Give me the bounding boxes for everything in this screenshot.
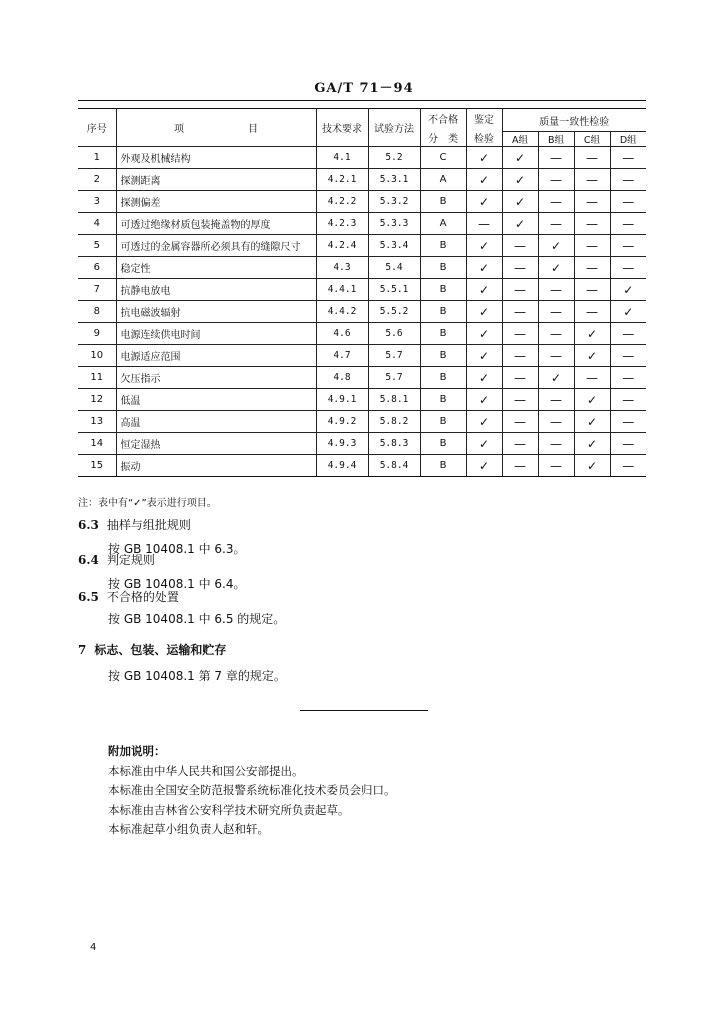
row-tech-req: 4.9.4 (316, 455, 368, 477)
row-ident-mark: ✓ (466, 279, 502, 301)
row-groupC-mark: — (574, 213, 610, 235)
row-ident-mark: ✓ (466, 455, 502, 477)
row-groupB-mark: — (538, 389, 574, 411)
row-ident-mark: — (466, 213, 502, 235)
row-tech-req: 4.2.4 (316, 235, 368, 257)
row-groupA-mark: — (502, 389, 538, 411)
row-ident-mark: ✓ (466, 389, 502, 411)
row-nonconf-class: B (420, 235, 466, 257)
col-ident-header (466, 109, 502, 147)
row-groupB-mark: — (538, 411, 574, 433)
row-seq: 9 (78, 323, 116, 345)
appendix (108, 742, 396, 840)
row-item: 欠压指示 (116, 367, 316, 389)
row-seq: 11 (78, 367, 116, 389)
row-groupA-mark: — (502, 455, 538, 477)
row-ident-mark: ✓ (466, 411, 502, 433)
col-ident-line1: 鉴定 (474, 114, 494, 126)
section-6-4-body: 按 GB 10408.1 中 6.4。 (108, 577, 246, 591)
row-groupD-mark: — (610, 411, 646, 433)
row-nonconf-class: B (420, 257, 466, 279)
row-test-method: 5.3.1 (368, 169, 420, 191)
row-ident-mark: ✓ (466, 169, 502, 191)
col-nonconf-fen: 分 (428, 133, 438, 145)
row-groupB-mark: — (538, 213, 574, 235)
row-groupB-mark: — (538, 345, 574, 367)
row-nonconf-class: B (420, 301, 466, 323)
col-groupB-header: B组 (538, 132, 574, 147)
table-row (78, 235, 646, 257)
row-seq: 13 (78, 411, 116, 433)
row-item: 探测偏差 (116, 191, 316, 213)
row-groupA-mark: — (502, 235, 538, 257)
row-test-method: 5.3.2 (368, 191, 420, 213)
table-row (78, 411, 646, 433)
row-item: 可透过绝缘材质包装掩盖物的厚度 (116, 213, 316, 235)
row-groupA-mark: — (502, 433, 538, 455)
row-nonconf-class: B (420, 367, 466, 389)
col-nonconf-line2 (421, 130, 466, 145)
row-groupC-mark: ✓ (574, 323, 610, 345)
row-ident-mark: ✓ (466, 235, 502, 257)
table-row (78, 301, 646, 323)
row-test-method: 5.7 (368, 345, 420, 367)
row-item: 探测距离 (116, 169, 316, 191)
row-test-method: 5.6 (368, 323, 420, 345)
row-groupD-mark: — (610, 213, 646, 235)
section-6-5-body: 按 GB 10408.1 中 6.5 的规定。 (108, 612, 286, 626)
col-ident-line2: 检验 (474, 133, 494, 145)
section-title: 标志、包装、运输和贮存 (94, 643, 227, 657)
table-row (78, 191, 646, 213)
row-groupB-mark: — (538, 433, 574, 455)
row-test-method: 5.8.1 (368, 389, 420, 411)
row-test-method: 5.7 (368, 367, 420, 389)
row-groupD-mark: — (610, 433, 646, 455)
col-item-header-2: 目 (248, 124, 258, 135)
row-groupC-mark: — (574, 257, 610, 279)
col-groupC-header: C组 (574, 132, 610, 147)
row-nonconf-class: B (420, 191, 466, 213)
row-groupC-mark: ✓ (574, 389, 610, 411)
col-nonconf-lei: 类 (448, 133, 458, 145)
col-nonconf-line1: 不合格 (428, 114, 458, 126)
row-groupD-mark: — (610, 147, 646, 169)
section-6-3-heading (78, 516, 191, 533)
row-groupD-mark: — (610, 323, 646, 345)
row-nonconf-class: B (420, 389, 466, 411)
row-seq: 15 (78, 455, 116, 477)
section-title: 不合格的处置 (106, 590, 179, 604)
row-groupD-mark: — (610, 455, 646, 477)
row-groupD-mark: — (610, 389, 646, 411)
row-groupA-mark: ✓ (502, 191, 538, 213)
table-row (78, 147, 646, 169)
row-groupA-mark: — (502, 367, 538, 389)
row-groupC-mark: ✓ (574, 433, 610, 455)
row-groupD-mark: ✓ (610, 301, 646, 323)
row-tech-req: 4.9.3 (316, 433, 368, 455)
row-ident-mark: ✓ (466, 323, 502, 345)
section-6-4-heading (78, 551, 155, 568)
row-test-method: 5.3.4 (368, 235, 420, 257)
appendix-line: 本标准起草小组负责人赵和轩。 (108, 822, 269, 836)
row-groupC-mark: — (574, 367, 610, 389)
row-nonconf-class: B (420, 455, 466, 477)
row-item: 外观及机械结构 (116, 147, 316, 169)
row-seq: 7 (78, 279, 116, 301)
section-6-3-body: 按 GB 10408.1 中 6.3。 (108, 542, 246, 556)
section-title: 抽样与组批规则 (106, 518, 191, 532)
row-test-method: 5.2 (368, 147, 420, 169)
row-groupC-mark: ✓ (574, 411, 610, 433)
appendix-line: 本标准由吉林省公安科学技术研究所负责起草。 (108, 802, 350, 817)
section-7-body: 按 GB 10408.1 第 7 章的规定。 (108, 669, 286, 683)
table-row (78, 323, 646, 345)
row-nonconf-class: A (420, 213, 466, 235)
row-item: 电源适应范围 (116, 345, 316, 367)
row-item: 稳定性 (116, 257, 316, 279)
col-seq-header: 序号 (78, 109, 116, 147)
row-seq: 6 (78, 257, 116, 279)
col-groupD-header: D组 (610, 132, 646, 147)
row-seq: 3 (78, 191, 116, 213)
row-ident-mark: ✓ (466, 147, 502, 169)
row-item: 低温 (116, 389, 316, 411)
row-tech-req: 4.2.1 (316, 169, 368, 191)
row-test-method: 5.4 (368, 257, 420, 279)
row-test-method: 5.8.3 (368, 433, 420, 455)
row-groupB-mark: ✓ (538, 257, 574, 279)
row-groupB-mark: — (538, 455, 574, 477)
row-nonconf-class: B (420, 279, 466, 301)
row-seq: 1 (78, 147, 116, 169)
row-ident-mark: ✓ (466, 301, 502, 323)
appendix-title: 附加说明： (108, 744, 166, 758)
row-tech-req: 4.9.2 (316, 411, 368, 433)
row-groupC-mark: — (574, 147, 610, 169)
row-nonconf-class: A (420, 169, 466, 191)
row-groupA-mark: ✓ (502, 213, 538, 235)
page-number: 4 (90, 942, 97, 953)
row-groupD-mark: — (610, 191, 646, 213)
row-groupD-mark: — (610, 169, 646, 191)
row-seq: 2 (78, 169, 116, 191)
row-item: 恒定湿热 (116, 433, 316, 455)
end-divider (300, 710, 428, 711)
appendix-line: 本标准由中华人民共和国公安部提出。 (108, 763, 304, 778)
row-tech-req: 4.2.2 (316, 191, 368, 213)
row-test-method: 5.8.4 (368, 455, 420, 477)
row-nonconf-class: B (420, 323, 466, 345)
row-item: 抗电磁波辐射 (116, 301, 316, 323)
row-groupA-mark: — (502, 279, 538, 301)
table-note: 注：表中有“✓”表示进行项目。 (78, 498, 217, 509)
table-row (78, 213, 646, 235)
section-number: 6.5 (78, 590, 99, 604)
row-groupB-mark: — (538, 169, 574, 191)
col-nonconf-header (420, 109, 466, 147)
row-tech-req: 4.9.1 (316, 389, 368, 411)
col-test-header: 试验方法 (368, 109, 420, 147)
row-tech-req: 4.6 (316, 323, 368, 345)
row-groupA-mark: ✓ (502, 147, 538, 169)
section-title: 判定规则 (106, 553, 155, 567)
col-quality-header: 质量一致性检验 (502, 109, 646, 132)
row-ident-mark: ✓ (466, 345, 502, 367)
table-row (78, 169, 646, 191)
inspection-table (78, 108, 646, 477)
row-ident-mark: ✓ (466, 257, 502, 279)
row-item: 电源连续供电时间 (116, 323, 316, 345)
row-ident-mark: ✓ (466, 191, 502, 213)
row-nonconf-class: B (420, 345, 466, 367)
row-groupB-mark: ✓ (538, 235, 574, 257)
section-7-heading (78, 641, 226, 658)
table-row (78, 389, 646, 411)
row-test-method: 5.5.1 (368, 279, 420, 301)
table-row (78, 455, 646, 477)
row-groupB-mark: — (538, 147, 574, 169)
row-nonconf-class: B (420, 411, 466, 433)
row-item: 振动 (116, 455, 316, 477)
row-groupD-mark: — (610, 367, 646, 389)
row-groupB-mark: — (538, 279, 574, 301)
row-item: 抗静电放电 (116, 279, 316, 301)
section-6-5-heading (78, 588, 179, 605)
row-groupC-mark: — (574, 235, 610, 257)
row-seq: 10 (78, 345, 116, 367)
header-divider (78, 100, 646, 101)
table-row (78, 345, 646, 367)
row-groupC-mark: — (574, 191, 610, 213)
row-ident-mark: ✓ (466, 367, 502, 389)
appendix-line: 本标准由全国安全防范报警系统标准化技术委员会归口。 (108, 783, 396, 797)
row-groupC-mark: ✓ (574, 455, 610, 477)
row-seq: 12 (78, 389, 116, 411)
row-groupC-mark: — (574, 301, 610, 323)
row-groupA-mark: — (502, 257, 538, 279)
table-row (78, 279, 646, 301)
row-item: 高温 (116, 411, 316, 433)
row-groupB-mark: — (538, 323, 574, 345)
row-groupA-mark: — (502, 323, 538, 345)
row-seq: 8 (78, 301, 116, 323)
row-groupA-mark: ✓ (502, 169, 538, 191)
section-number: 7 (78, 643, 87, 657)
row-tech-req: 4.2.3 (316, 213, 368, 235)
row-seq: 14 (78, 433, 116, 455)
row-seq: 5 (78, 235, 116, 257)
table-row (78, 433, 646, 455)
row-ident-mark: ✓ (466, 433, 502, 455)
row-groupD-mark: — (610, 257, 646, 279)
row-tech-req: 4.3 (316, 257, 368, 279)
table-row (78, 257, 646, 279)
row-groupD-mark: — (610, 235, 646, 257)
row-nonconf-class: B (420, 433, 466, 455)
row-groupC-mark: ✓ (574, 345, 610, 367)
row-groupD-mark: ✓ (610, 279, 646, 301)
row-tech-req: 4.1 (316, 147, 368, 169)
row-groupB-mark: ✓ (538, 367, 574, 389)
row-groupB-mark: — (538, 191, 574, 213)
row-nonconf-class: C (420, 147, 466, 169)
col-tech-header: 技术要求 (316, 109, 368, 147)
row-test-method: 5.3.3 (368, 213, 420, 235)
row-test-method: 5.8.2 (368, 411, 420, 433)
table-row (78, 367, 646, 389)
row-groupA-mark: — (502, 301, 538, 323)
row-groupB-mark: — (538, 301, 574, 323)
table-body (78, 147, 646, 477)
col-item-header (116, 109, 316, 147)
row-tech-req: 4.8 (316, 367, 368, 389)
section-number: 6.3 (78, 518, 99, 532)
row-groupD-mark: — (610, 345, 646, 367)
row-item: 可透过的金属容器所必须具有的缝隙尺寸 (116, 235, 316, 257)
row-groupC-mark: — (574, 169, 610, 191)
section-number: 6.4 (78, 553, 99, 567)
col-item-header-1: 项 (174, 124, 184, 135)
standard-code: GA/T 71－94 (314, 81, 414, 96)
row-groupC-mark: — (574, 279, 610, 301)
row-test-method: 5.5.2 (368, 301, 420, 323)
row-groupA-mark: — (502, 411, 538, 433)
row-tech-req: 4.7 (316, 345, 368, 367)
row-groupA-mark: — (502, 345, 538, 367)
col-groupA-header: A组 (502, 132, 538, 147)
row-tech-req: 4.4.2 (316, 301, 368, 323)
row-seq: 4 (78, 213, 116, 235)
row-tech-req: 4.4.1 (316, 279, 368, 301)
